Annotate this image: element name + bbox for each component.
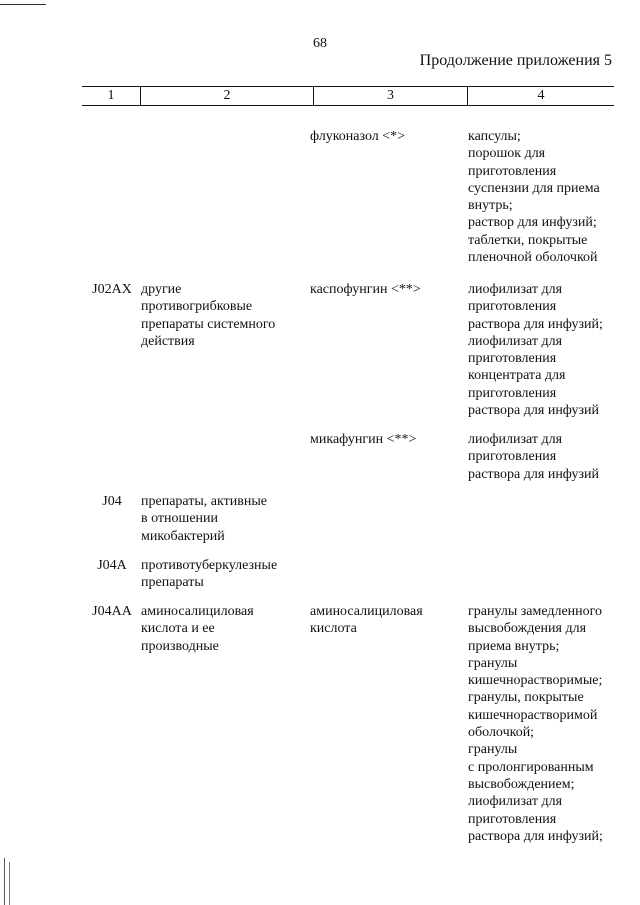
header-col-1: 1 <box>107 88 115 103</box>
table-row-group: противотуберкулезные препараты <box>141 558 278 591</box>
table-row-forms: капсулы; порошок для приготовления суспензии для приема внутрь; раствор для инфузий; таблетки, покрытые пленочной оболочкой <box>468 129 600 266</box>
table-header <box>82 86 614 106</box>
table-row-group: препараты, активные в отношении микобактерий <box>141 494 267 544</box>
binding-margin-line <box>4 858 5 905</box>
table-row-code: J02AX <box>92 282 132 297</box>
table-row-code: J04A <box>97 558 127 573</box>
appendix-continuation-title: Продолжение приложения 5 <box>419 52 612 69</box>
table-row-code: J04 <box>102 494 122 509</box>
table-row-group: аминосалициловая кислота и ее производные <box>141 604 254 654</box>
table-row-forms: гранулы замедленного высвобождения для приема внутрь; гранулы кишечнорастворимые; гранулы, покрытые кишечнорастворимой оболочкой; гранулы с пролонгированным высвобождением; лиофилизат для приготовления раствора для инфузий; <box>468 604 603 844</box>
table-row-forms: лиофилизат для приготовления раствора для инфузий <box>468 432 600 482</box>
page-number: 68 <box>313 36 327 51</box>
top-edge-rule <box>0 4 46 5</box>
table-row-forms: лиофилизат для приготовления раствора для инфузий; лиофилизат для приготовления концентрата для приготовления раствора для инфузий <box>468 282 603 419</box>
header-col-2: 2 <box>223 88 231 103</box>
header-col-4: 4 <box>537 88 545 103</box>
header-col-3: 3 <box>387 88 394 103</box>
table-row-code: J04AA <box>92 604 132 619</box>
binding-margin-line <box>9 862 10 905</box>
table-row-drug: флуконазол <*> <box>310 129 406 144</box>
table-row-drug: микафунгин <**> <box>310 432 417 447</box>
table-row-drug: каспофунгин <**> <box>310 282 421 297</box>
table-row-drug: аминосалициловая кислота <box>310 604 423 637</box>
table-row-group: другие противогрибковые препараты системного действия <box>141 282 276 349</box>
